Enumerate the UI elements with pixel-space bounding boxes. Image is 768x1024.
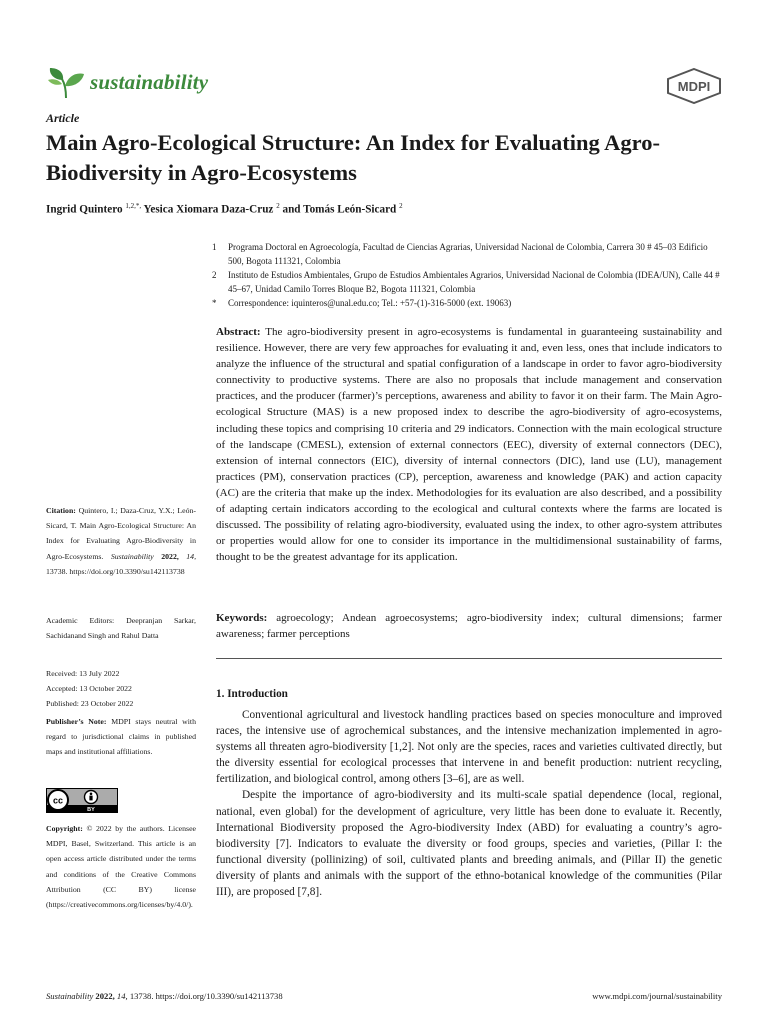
copyright-block: [46, 821, 196, 912]
author-separator: and: [282, 203, 301, 216]
citation-doi[interactable]: 13738. https://doi.org/10.3390/su142113738: [46, 566, 185, 576]
abstract: [216, 324, 722, 565]
correspondence-item: [212, 296, 724, 310]
editors-label: Academic Editors:: [46, 616, 115, 625]
article-title: Main Agro-Ecological Structure: An Index for Evaluating Agro-Biodiversity in Agro-Ecosystems: [46, 130, 660, 185]
publisher-name: MDPI: [677, 79, 711, 94]
affiliation-item: [212, 268, 724, 296]
citation-label: Citation:: [46, 506, 76, 515]
copyright-text: © 2022 by the authors. Licensee MDPI, Basel, Switzerland. This article is an open access article distributed under the terms and conditions of the Creative Commons Attribution (CC BY) license (https://creativecommons.org/licenses/by/4.0/).: [46, 824, 196, 910]
author-name: Yesica Xiomara Daza-Cruz: [143, 203, 274, 216]
note-label: Publisher’s Note:: [46, 717, 107, 726]
leaf-sprout-icon: [46, 64, 86, 100]
article-type: Article: [46, 111, 80, 125]
publisher-note: [46, 714, 196, 760]
abstract-label: Abstract:: [216, 326, 261, 338]
copyright-label: Copyright:: [46, 824, 83, 833]
keywords: [216, 610, 722, 642]
note-text: MDPI stays neutral with regard to jurisdictional claims in published maps and institutional affiliations.: [46, 717, 196, 757]
journal-name: sustainability: [90, 69, 209, 94]
footer-citation: [46, 991, 283, 1001]
mdpi-logo: [666, 68, 722, 104]
footer-doi[interactable]: 13738. https://doi.org/10.3390/su142113738: [129, 991, 283, 1001]
affiliation-mark: 2: [212, 270, 217, 280]
introduction-body: [216, 707, 722, 900]
author-affiliation-mark: 1,2,*,: [125, 202, 142, 210]
received-date: Received: 13 July 2022: [46, 669, 120, 678]
keywords-text: agroecology; Andean agroecosystems; agro-biodiversity index; cultural dimensions; farmer awareness; farmer perceptions: [216, 612, 722, 641]
affiliation-text: Instituto de Estudios Ambientales, Grupo de Estudios Ambientales Agrarios, Universidad Nacional de Colombia (IDEA/UN), Calle 44 # 45–67, Unidad Camilo Torres Bloque B2, Bogota 111321, Colombia: [228, 270, 720, 294]
footer-journal-url[interactable]: www.mdpi.com/journal/sustainability: [592, 991, 722, 1001]
citation-text: Quintero, I.; Daza-Cruz, Y.X.; León-Sicard, T. Main Agro-Ecological Structure: An Index for Evaluating Agro-Biodiversity in Agro-Ecosystems.: [46, 506, 196, 561]
citation-volume: 14,: [186, 551, 197, 561]
paragraph: Despite the importance of agro-biodiversity and its multi-scale spatial dependence (local, regional, national, even global) for the development of agriculture, very little has been done to evaluate it. Recently, International Biodiversity proposed the Agro-biodiversity Index (ABD) for evaluating a country’s agro-biodiversity [7]. Indicators to evaluate the diversity or food groups, species and varieties, (Pillar I: the functional diversity (pollinizing) of soil, cultivated plants and breeding animals, and (Pillar II) the genetic diversity of plants and animals with the support of the ethno-botanical knowledge of the communities (Pilar III), are proposed [7,8].: [216, 789, 722, 899]
affiliation-text: Programa Doctoral en Agroecología, Facultad de Ciencias Agrarias, Universidad Nacional de Colombia, Carrera 30 # 45–03 Edificio 500, Bogota 111321, Colombia: [228, 242, 708, 266]
author-affiliation-mark: 2: [399, 202, 403, 210]
creative-commons-by-icon[interactable]: [46, 788, 118, 813]
accepted-date: Accepted: 13 October 2022: [46, 684, 132, 694]
svg-text:BY: BY: [87, 807, 95, 813]
section-divider: [216, 658, 722, 659]
academic-editors: [46, 613, 196, 643]
svg-text:cc: cc: [52, 795, 64, 806]
affiliation-item: [212, 240, 724, 268]
published-date: Published: 23 October 2022: [46, 699, 134, 709]
author-affiliation-mark: 2: [276, 202, 280, 210]
section-heading: 1. Introduction: [216, 688, 288, 700]
footer-volume: 14,: [116, 991, 128, 1001]
author-list: [46, 202, 726, 216]
author-name: Tomás León-Sicard: [303, 203, 397, 216]
affiliation-mark: 1: [212, 242, 217, 252]
citation-year: 2022,: [161, 551, 179, 561]
keywords-label: Keywords:: [216, 612, 268, 624]
paragraph: Conventional agricultural and livestock handling practices based on species monoculture and improved races, the intensive use of agrochemical substances, and the intensive mechanization implemented in agro-systems all threaten agro-biodiversity [1,2]. Not only are the species, races and varieties cultivated directly, but the diversity essential for ecological processes that intervene in and benefit production: nutrient recycling, fertilization, and biological control, among others [3–6], are as well.: [216, 709, 722, 786]
citation-block: [46, 503, 196, 579]
journal-logo: [46, 62, 246, 102]
affiliations: [212, 240, 724, 310]
publication-dates: [46, 666, 196, 712]
footer-year: 2022,: [95, 991, 115, 1001]
affiliation-mark: *: [212, 298, 217, 308]
citation-journal: Sustainability: [110, 551, 154, 561]
editors-text: Deepranjan Sarkar, Sachidanand Singh and Rahul Datta: [46, 616, 196, 641]
abstract-text: The agro-biodiversity present in agro-ecosystems is fundamental in guaranteeing sustainability and resilience. However, there are very few approaches for evaluating it and, even less, ones that include indicators to analyze the influence of the structural and spatial configuration of a landscape in order to favor agro-biodiversity connectivity to productive systems. There are also no proposals that include management and conservation practices, and the producer (farmer)’s perceptions, awareness and ability to favor it on their farm. The Main Agro-ecological Structure (MAS) is a new proposed index to describe the agro-biodiversity of agro-ecosystems, including these topics and comprising 10 criteria and 29 indicators. Connection with the main ecological structure of the landscape (CMESL), extension of external connectors (EEC), diversity of external connectors (DEC), extension of internal connectors (EIC), diversity of internal connectors (DIC), land use (LU), management practices (PM), conservation practices (CP), perception, awareness and knowledge (PAK) and action capacity (AC) are the criteria that make up the index. Methodologies for its evaluation are also described, and a possibility of adapting certain indicators according to the ecological and cultural contexts where the farms are located is discussed. The possibility of relating agro-biodiversity, evaluated using the index, to other agro-system attributes or properties would allow for one to consider its importance in the multidimensional sustainability of farms, thought to be the greatest advantage for its application.: [216, 326, 722, 564]
author-name: Ingrid Quintero: [46, 203, 123, 216]
correspondence-text: Correspondence: iquinteros@unal.edu.co; Tel.: +57-(1)-316-5000 (ext. 19063): [228, 298, 512, 308]
footer-journal: Sustainability: [46, 991, 94, 1001]
